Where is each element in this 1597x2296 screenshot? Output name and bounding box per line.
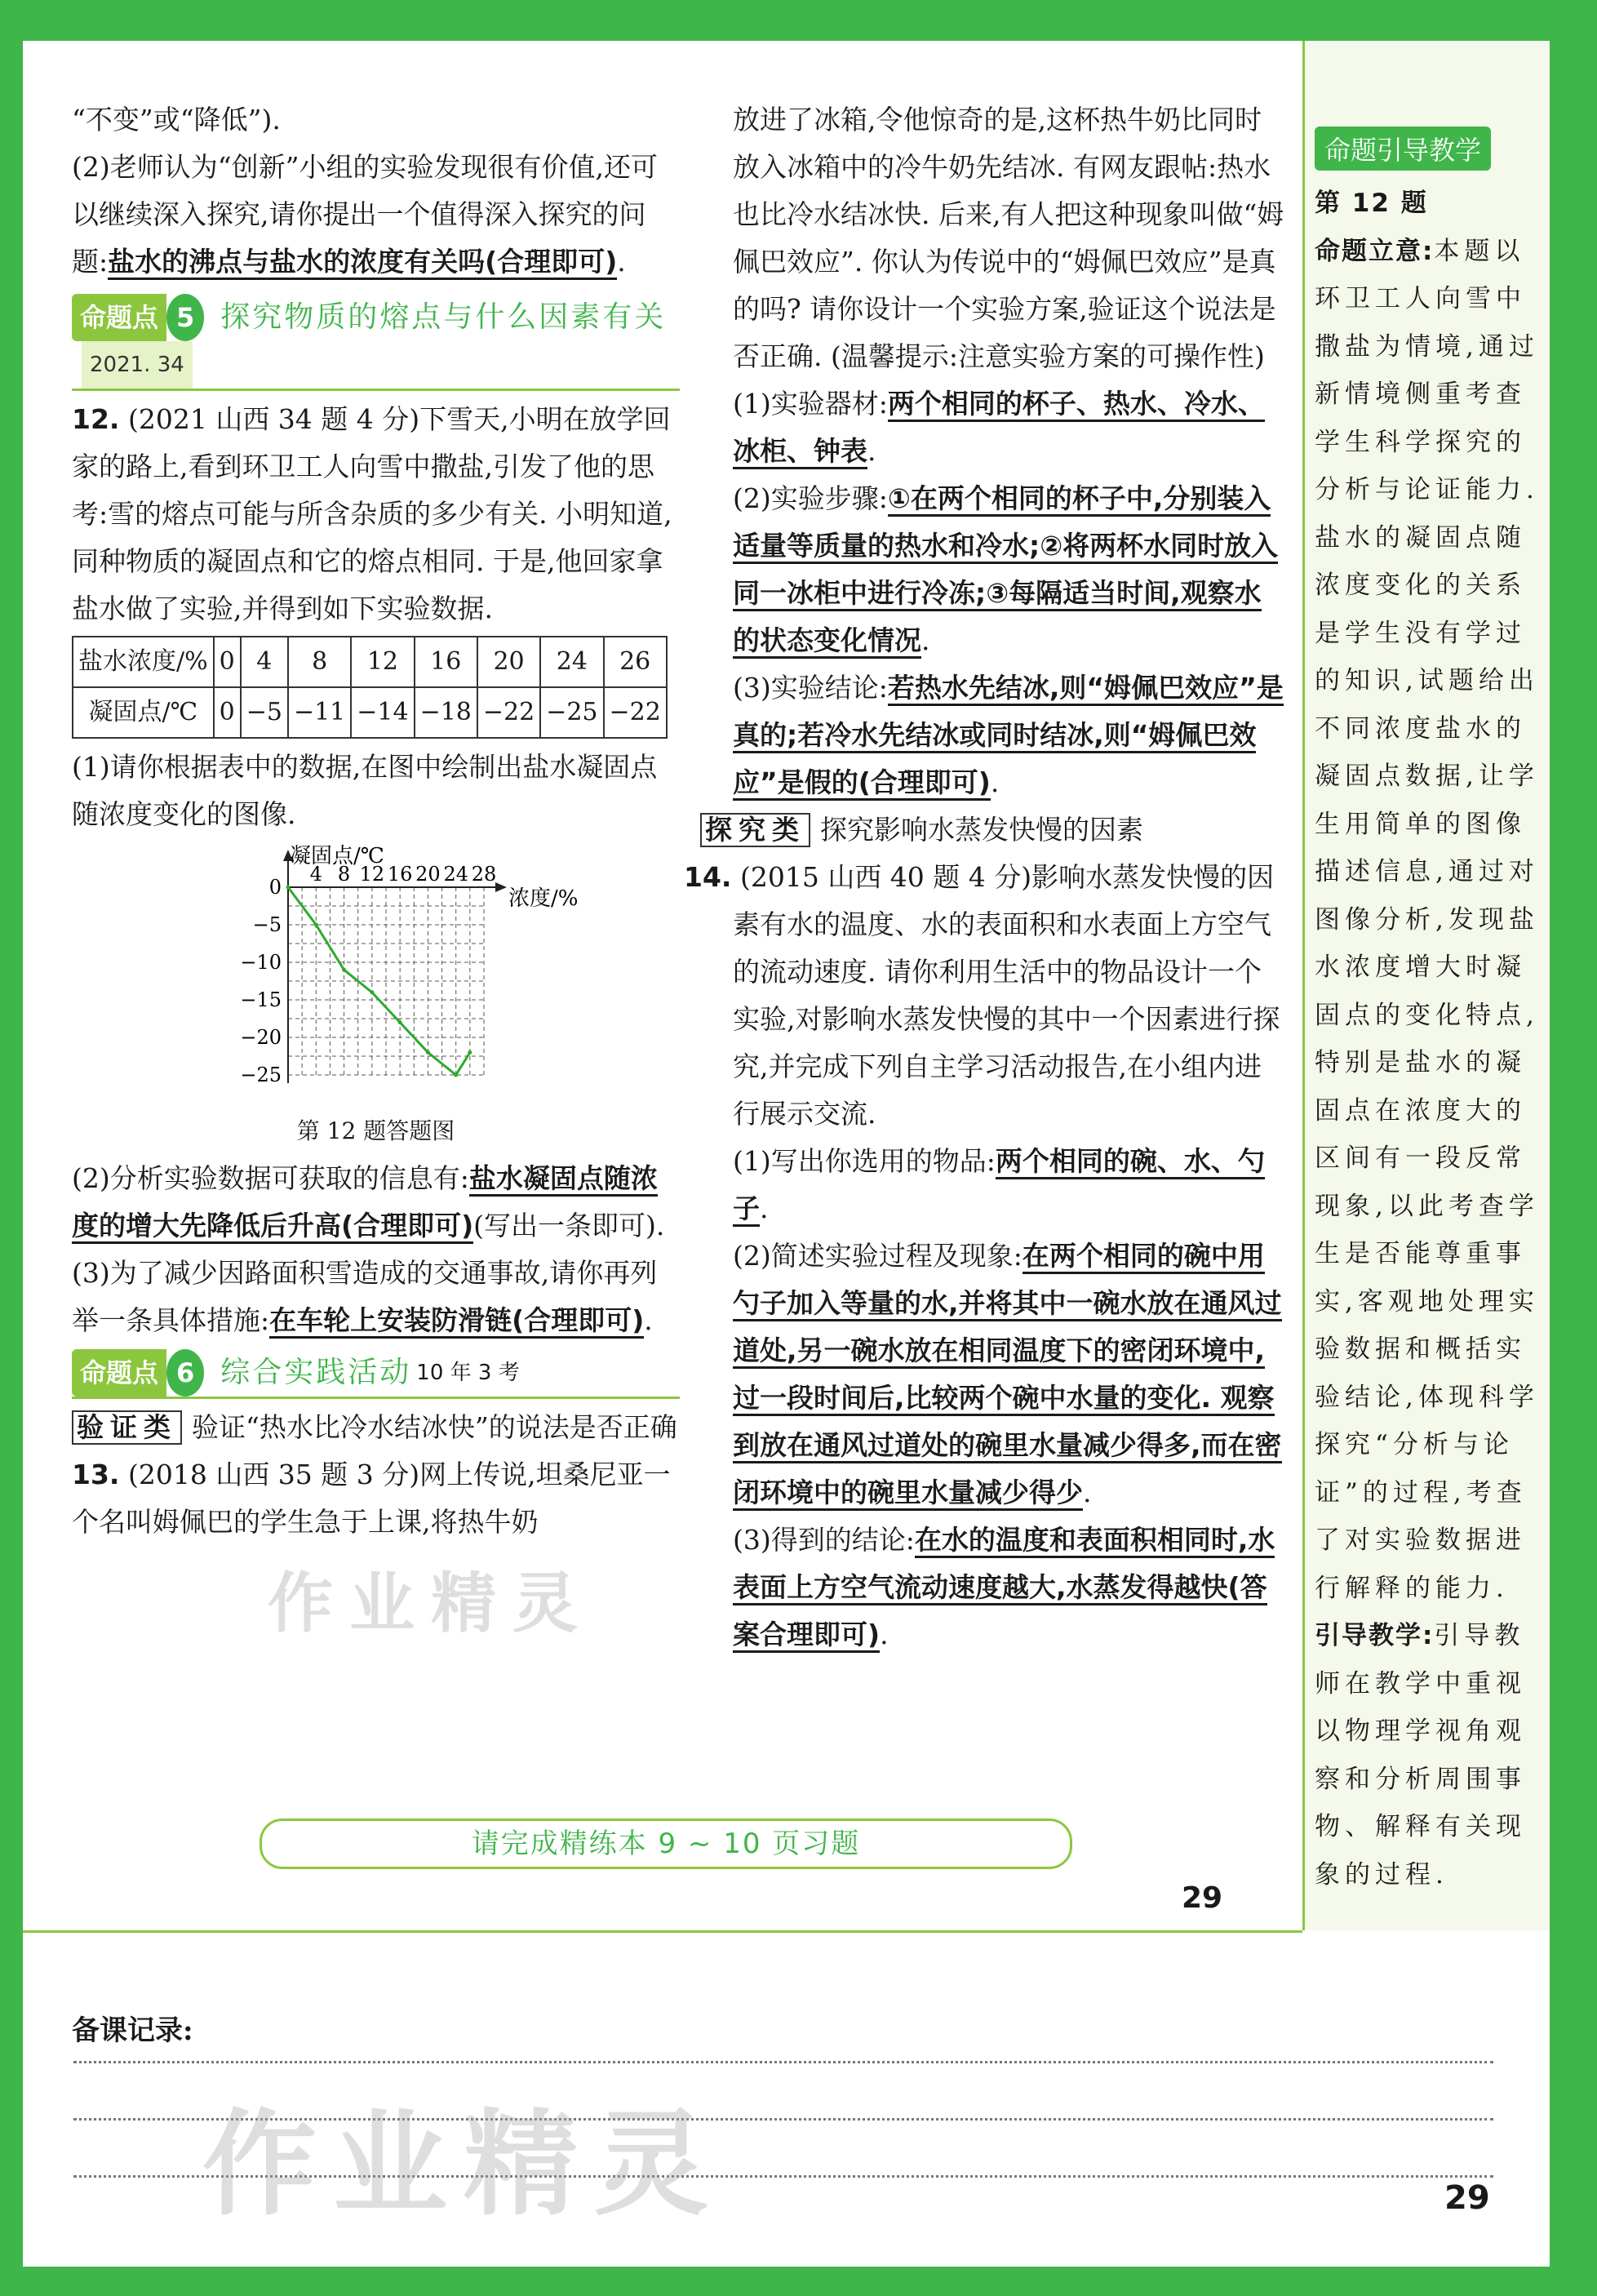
x-tick-label: 8 [337,863,351,886]
left-para-2 [72,144,680,286]
q12-p3-text: (3)为了减少因路面积雪造成的交通事故,请你再列举一条具体措施: [72,1257,658,1336]
q13-p2-end: . [921,624,930,656]
q13-p2-answer: ①在两个相同的杯子中,分别装入适量等质量的热水和冷水;②将两杯水同时放入同一冰柜中进行冷冻;③每隔适当时间,观察水的状态变化情况 [733,482,1278,659]
frame-right [1550,0,1597,2296]
table-cell: 0 [214,637,241,687]
question-12 [72,396,680,633]
section-5-header [72,294,680,391]
page-number-bottom: 29 [1444,2179,1490,2217]
explore-line [700,806,1288,854]
q13-p3-text: (3)实验结论: [733,672,888,704]
table-cell: −22 [477,687,540,738]
frame-bottom [0,2267,1597,2296]
page [23,41,1550,2267]
chart-container [72,838,680,1108]
question-14-number: 14. [684,861,732,893]
page-number: 29 [1182,1881,1223,1915]
y-axis-label: 凝固点/℃ [290,844,384,868]
teaching-sidebar [1302,41,1550,1930]
table-cell: 20 [477,637,540,687]
q12-p2-end: (写出一条即可). [473,1210,665,1241]
left-column [72,96,680,1546]
section-5-number: 5 [166,294,204,341]
q14-p2-text: (2)简述实验过程及现象: [733,1240,1023,1272]
q14-p3-end: . [880,1619,889,1650]
q13-p1-text: (1)实验器材: [733,388,888,420]
x-tick-label: 24 [443,863,468,886]
y-tick-label: 0 [268,876,282,899]
table-cell: 4 [241,637,288,687]
section-6-year: 10 年 3 考 [416,1361,520,1385]
y-tick-label: −15 [240,988,282,1011]
sidebar-guide-text: 引导教师在教学中重视以物理学视角观察和分析周围事物、解释有关现象的过程. [1315,1621,1526,1890]
q13-part-2 [733,475,1288,664]
salt-water-table [72,636,668,739]
table-cell: 0 [214,687,241,738]
y-tick-label: −5 [252,913,282,936]
q14-part-2 [733,1232,1288,1517]
question-14-text: (2015 山西 40 题 4 分)影响水蒸发快慢的因素有水的温度、水的表面积和水表面上方空气的流动速度. 请你利用生活中的物品设计一个实验,对影响水蒸发快慢的其中一个因素进行探究,并完成下列自主学习活动报告,在小组内进行展示交流. [733,861,1280,1130]
watermark-lower: 作业精灵 [202,2098,725,2232]
explore-text: 探究影响水蒸发快慢的因素 [820,814,1143,846]
q13-part-3 [733,664,1288,806]
notes-title: 备课记录: [72,2014,193,2047]
table-cell: 24 [540,637,603,687]
q13-p3-answer: 若热水先结冰,则“姆佩巴效应”是真的;若冷水先结冰或同时结冰,则“姆佩巴效应”是假的(合理即可) [733,672,1284,801]
x-tick-label: 16 [387,863,413,886]
left-para-2-end: . [617,246,626,278]
x-tick-label: 4 [309,863,322,886]
data-point [286,886,291,890]
q14-p1-end: . [760,1192,769,1224]
x-tick-label: 28 [471,863,497,886]
q12-p3-answer: 在车轮上安装防滑链(合理即可) [269,1304,644,1339]
section-6-tag: 命题点 [72,1349,166,1397]
x-axis-label: 浓度/% [508,886,579,911]
q14-p1-answer: 两个相同的碗、水、勺子 [733,1145,1265,1227]
question-12-part-1: (1)请你根据表中的数据,在图中绘制出盐水凝固点随浓度变化的图像. [72,751,658,830]
q12-p3-end: . [644,1304,653,1336]
q14-p2-answer: 在两个相同的碗中用勺子加入等量的水,并将其中一碗水放在通风过道处,另一碗水放在相同温度下的密闭环境中,过一段时间后,比较两个碗中水量的变化. 观察到放在通风过道处的碗里水量减少得多,而在密闭环境中的碗里水量减少得少 [733,1240,1282,1511]
table-cell: 8 [288,637,351,687]
x-tick-label: 20 [415,863,441,886]
section-5-year: 2021. 34 [82,341,193,389]
question-14 [684,854,1288,1138]
left-para-2-answer: 盐水的沸点与盐水的浓度有关吗(合理即可) [108,246,617,280]
sidebar-guide [1315,1612,1547,1899]
table-cell: −25 [540,687,603,738]
table-row-freezing-point [73,687,667,738]
q14-p3-answer: 在水的温度和表面积相同时,水表面上方空气流动速度越大,水蒸发得越快(答案合理即可) [733,1524,1275,1653]
sidebar-heading: 命题引导教学 [1315,127,1491,171]
left-para-2-text: (2)老师认为“创新”小组的实验发现很有价值,还可以继续深入探究,请你提出一个值得深入探究的问题: [72,151,658,278]
question-12-text: (2021 山西 34 题 4 分)下雪天,小明在放学回家的路上,看到环卫工人向雪中撒盐,引发了他的思考:雪的熔点可能与所含杂质的多少有关. 小明知道,同种物质的凝固点和它的熔点相同. 于是,他回家拿盐水做了实验,并得到如下实验数据. [72,403,672,624]
freezing-point-chart [72,838,680,1108]
table-header-concentration: 盐水浓度/% [73,637,214,687]
sidebar-text [1315,180,1547,1899]
notes-line [73,2061,1493,2063]
data-point [426,1050,430,1055]
q14-part-1 [733,1138,1288,1232]
table-cell: −22 [604,687,667,738]
watermark-upper: 作业精灵 [268,1565,594,1641]
table-row-concentration [73,637,667,687]
q13-p1-end: . [867,435,876,467]
data-point [468,1050,472,1055]
section-5-tag: 命题点 [72,294,166,341]
table-cell: 16 [415,637,477,687]
frame-top [0,0,1597,41]
data-point [342,968,346,972]
question-12-number: 12. [72,403,120,435]
explore-tag: 探究类 [700,813,810,847]
middle-column [684,96,1288,1659]
practice-banner: 请完成精练本 9 ~ 10 页习题 [260,1819,1072,1869]
question-13-text: (2018 山西 35 题 3 分)网上传说,坦桑尼亚一个名叫姆佩巴的学生急于上课,将热牛奶 [72,1459,671,1538]
verify-tag: 验证类 [72,1410,182,1445]
question-12-part-2 [72,1155,680,1250]
sidebar-intent-label: 命题立意: [1315,236,1435,266]
table-cell: −14 [351,687,414,738]
frame-left [0,0,23,2296]
question-13 [72,1451,680,1546]
section-5-title: 探究物质的熔点与什么因素有关 [220,300,667,334]
data-point [398,1020,402,1024]
x-tick-label: 12 [359,863,385,886]
sidebar-guide-label: 引导教学: [1315,1621,1435,1650]
sidebar-intent-text: 本题以环卫工人向雪中撒盐为情境,通过新情境侧重考查学生科学探究的分析与论证能力. 盐水的凝固点随浓度变化的关系是学生没有学过的知识,试题给出不同浓度盐水的凝固点数据,让学生用简单的图像描述信息,通过对图像分析,发现盐水浓度增大时凝固点的变化特点,特别是盐水的凝固点在浓度大的区间有一段反常现象,以此考查学生是否能尊重事实,客观地处理实验数据和概括实验结论,体现科学探究“分析与论证”的过程,考查了对实验数据进行解释的能力. [1315,236,1539,1603]
y-tick-label: −10 [240,951,282,974]
question-13-number: 13. [72,1459,120,1490]
section-6-number: 6 [166,1349,204,1397]
q13-p3-end: . [990,766,1000,798]
q12-p2-answer: 盐水凝固点随浓度的增大先降低后升高(合理即可) [72,1162,658,1244]
table-header-freezing-point: 凝固点/℃ [73,687,214,738]
section-6-title: 综合实践活动 [220,1356,412,1389]
table-cell: −11 [288,687,351,738]
q14-p1-text: (1)写出你选用的物品: [733,1145,996,1177]
sidebar-intent [1315,228,1547,1613]
verify-text: 验证“热水比冷水结冰快”的说法是否正确 [192,1411,677,1443]
data-point [454,1073,458,1077]
x-axis-arrow [495,882,507,892]
y-tick-label: −20 [240,1026,282,1049]
question-12-part-3 [72,1250,680,1344]
q13-p1-answer: 两个相同的杯子、热水、冷水、冰柜、钟表 [733,388,1265,469]
data-point [370,990,374,994]
left-line-1: “不变”或“降低”). [72,104,281,135]
data-point [314,923,318,927]
section-6-header [72,1349,680,1399]
q12-p2-text: (2)分析实验数据可获取的信息有: [72,1162,469,1194]
chart-caption: 第 12 题答题图 [296,1117,455,1144]
table-cell: −5 [241,687,288,738]
q13-p2-text: (2)实验步骤: [733,482,888,514]
q13-part-1 [733,380,1288,475]
sidebar-question-title: 第 12 题 [1315,189,1428,218]
question-13-continued: 放进了冰箱,令他惊奇的是,这杯热牛奶比同时放入冰箱中的冷牛奶先结冰. 有网友跟帖:热水也比冷水结冰快. 后来,有人把这种现象叫做“姆佩巴效应”. 你认为传说中的“姆佩巴效应”是真的吗? 请你设计一个实验方案,验证这个说法是否正确. (温馨提示:注意实验方案的可操作性) [733,104,1284,372]
divider-line [23,1930,1302,1933]
table-cell: 12 [351,637,414,687]
table-cell: 26 [604,637,667,687]
q14-p2-end: . [1083,1477,1092,1508]
table-cell: −18 [415,687,477,738]
q14-part-3 [733,1517,1288,1659]
verify-line [72,1404,680,1451]
y-tick-label: −25 [240,1064,282,1086]
q14-p3-text: (3)得到的结论: [733,1524,915,1556]
